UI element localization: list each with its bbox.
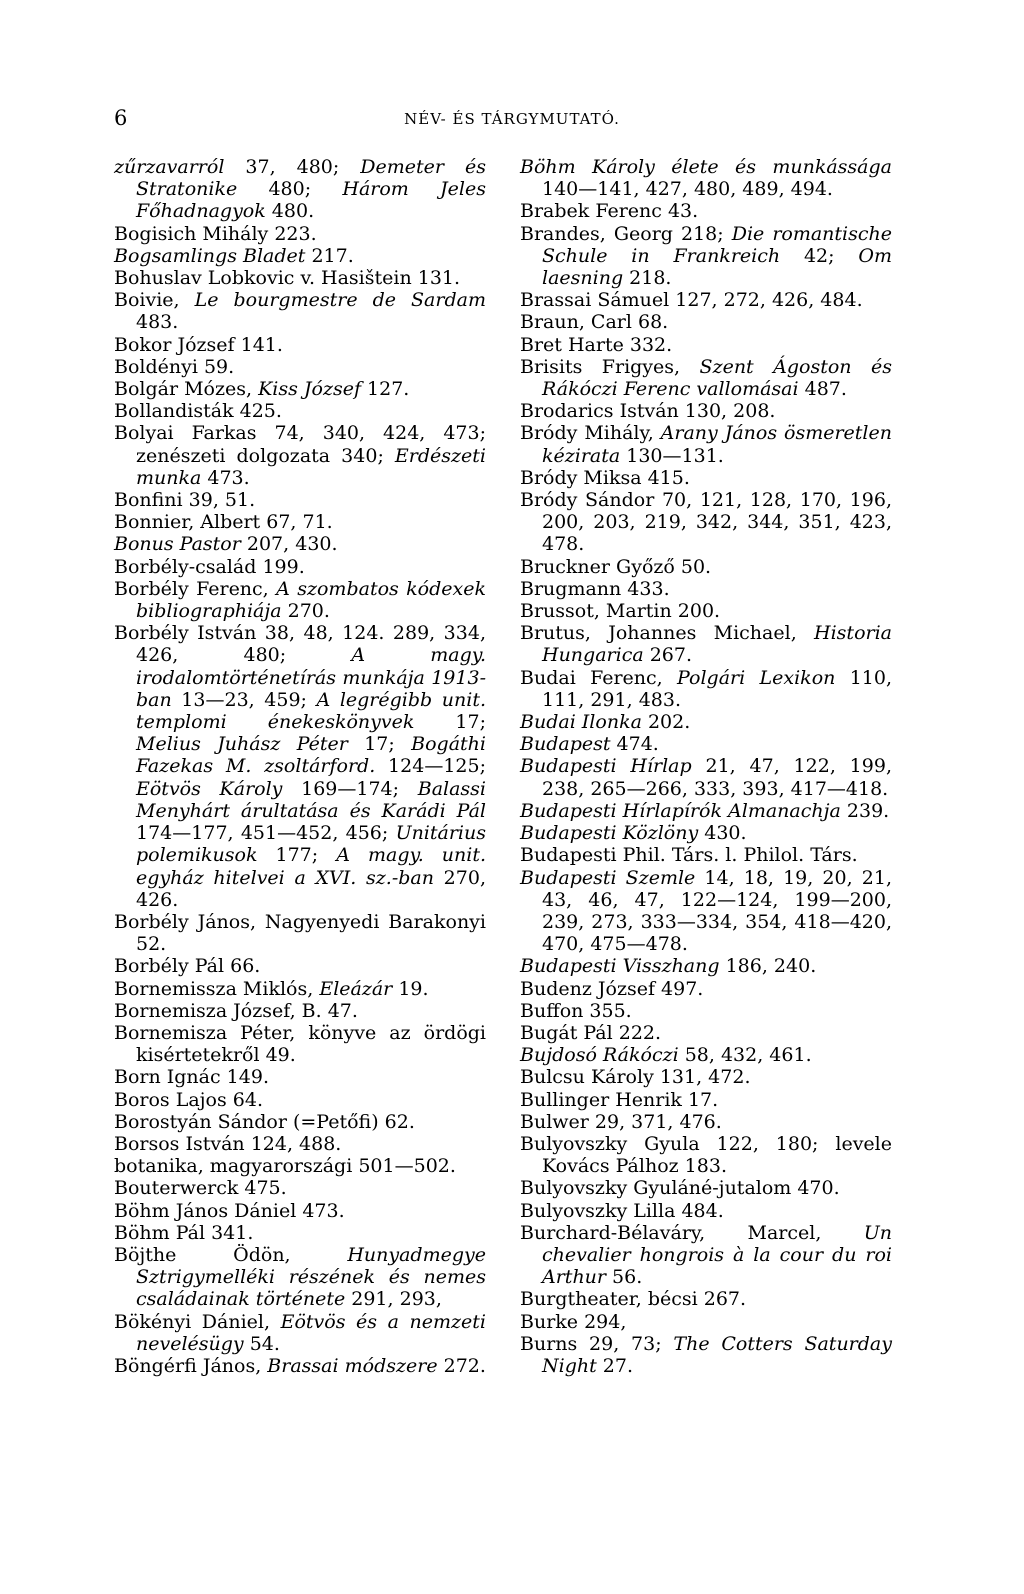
index-entry [520,1022,892,1044]
index-entry [520,1044,892,1066]
entry-title-italic: Bogsamlings Bladet [114,244,306,267]
entry-text: Bökényi Dániel, [114,1310,281,1333]
entry-title-italic: Bujdosó Rákóczi [520,1044,679,1067]
index-entry [520,822,892,844]
entry-text: Brassai Sámuel 127, 272, 426, 484. [520,289,863,312]
entry-title-italic: Erdészeti munka [136,444,486,489]
index-entry [520,622,892,666]
entry-text: Budenz József 497. [520,977,704,1000]
entry-title-italic: Három Jeles Főhadnagyok [136,178,486,223]
entry-title-italic: A legrégibb unit. templomi énekeskönyvek [136,688,486,734]
entry-text: 27. [596,1354,634,1377]
index-entry [520,1177,892,1199]
entry-text: 291, 293, [345,1288,442,1311]
entry-title-italic: Bonus Pastor [114,533,241,556]
index-entry [520,667,892,711]
entry-title-italic: Budai Ilonka [520,711,642,734]
entry-text: 480. [265,200,315,223]
entry-text: Bonfini 39, 51. [114,489,256,512]
entry-text: Burns 29, 73; [520,1332,674,1355]
entry-text: 217. [305,244,354,267]
entry-text: Budapesti Phil. Társ. l. Philol. Társ. [520,844,858,867]
entry-text: Böhm Pál 341. [114,1221,254,1244]
entry-title-italic: Budapesti Szemle [520,866,696,889]
index-entry [520,1066,892,1088]
entry-text: Bródy Miksa 415. [520,466,690,489]
entry-text: Bohuslav Lobkovic v. Hasištein 131. [114,267,461,290]
entry-title-italic: Melius Juhász Péter [136,733,348,756]
index-entry [520,1200,892,1222]
index-entry [520,711,892,733]
entry-text: 130—131. [620,444,724,467]
index-entry [520,311,892,333]
entry-text: Borsos István 124, 488. [114,1132,342,1155]
entry-text: Brugmann 433. [520,577,670,600]
entry-title-italic: Un chevalier hongrois à la cour du roi Arthur [542,1221,892,1289]
index-entry [520,422,892,466]
entry-title-italic: Eötvös és a nemzeti nevelésügy [136,1310,486,1355]
entry-text: 177; [257,844,337,867]
entry-text: Brutus, Johannes Michael, [520,622,815,645]
entry-text: 19. [392,977,429,1000]
index-entry [520,356,892,400]
entry-text: Bret Harte 332. [520,333,673,356]
index-entry [520,223,892,290]
index-entry [114,978,486,1000]
entry-title-italic: zűrzavarról [114,156,225,178]
entry-text: Bugát Pál 222. [520,1021,662,1044]
entry-title-italic: Hunyadmegye Sztrigymelléki részének és nemes családainak története [136,1243,486,1311]
entry-text: 487. [798,378,847,401]
index-entry [114,334,486,356]
index-entry [520,1111,892,1133]
index-entry [520,578,892,600]
index-entry [114,1155,486,1177]
entry-title-italic: Demeter és Stratonike [136,156,486,201]
index-entry [520,289,892,311]
index-entry [114,156,486,223]
index-entry [114,422,486,489]
index-entry [520,844,892,866]
index-entry [114,223,486,245]
entry-text: 473. [201,466,250,489]
index-entry [520,867,892,956]
index-entry [520,978,892,1000]
entry-text: Bulwer 29, 371, 476. [520,1110,722,1133]
entry-title-italic: Polgári Lexikon [677,666,836,689]
entry-text: 169—174; [282,777,418,800]
index-entry [520,1133,892,1177]
index-entry [114,1311,486,1355]
entry-text: Burchard-Bélaváry, Marcel, [520,1221,864,1244]
entry-text: 58, 432, 461. [678,1044,812,1067]
entry-text: Borbély István 38, 48, 124. 289, 334, 426, 480; [114,622,486,667]
index-entry [520,1311,892,1333]
entry-title-italic: Le bourgmestre de Sardam [194,289,486,312]
entry-text: Bogisich Mihály 223. [114,222,317,245]
entry-text: Brussot, Martin 200. [520,600,721,623]
entry-text: Bouterwerck 475. [114,1177,287,1200]
index-entry [114,356,486,378]
entry-title-italic: Unitárius polemikusok [136,822,486,867]
entry-text: Bornemissza Miklós, [114,977,320,1000]
entry-text: Borbély-család 199. [114,555,305,578]
entry-text: Buffon 355. [520,999,632,1022]
index-entry [114,1066,486,1088]
index-entry [520,156,892,200]
entry-title-italic: A magy. unit. egyház hitelvei a XVI. sz.-ban [136,844,486,889]
entry-text: Böhm János Dániel 473. [114,1199,345,1222]
entry-text: 21, 47, 122, 199, 238, 265—266, 333, 393, 417—418. [542,755,892,800]
entry-text: Brabek Ferenc 43. [520,200,699,223]
index-entry [114,489,486,511]
entry-text: 430. [698,822,747,845]
entry-text: Bruckner Győző 50. [520,555,712,578]
index-entry [114,245,486,267]
entry-text: 483. [136,311,179,334]
entry-text: 480; [237,178,343,201]
index-entry [114,1177,486,1199]
index-entry [114,955,486,977]
entry-text: 218. [623,267,672,290]
entry-text: Borostyán Sándor (=Petőfi) 62. [114,1110,415,1133]
entry-text: 124—125; [375,755,486,778]
entry-text: Bródy Mihály, [520,422,661,445]
entry-text: 110, 111, 291, 483. [542,666,892,711]
entry-text: 207, 430. [240,533,338,556]
entry-text: 140—141, 427, 480, 489, 494. [542,178,833,201]
entry-title-italic: Budapesti Hírlap [520,755,692,778]
entry-title-italic: Szent Ágoston és Rákóczi Ferenc vallomásai [542,355,892,401]
entry-text: 127. [360,378,410,401]
entry-text: Brandes, Georg 218; [520,222,732,245]
entry-text: Borbély János, Nagyenyedi Barakonyi 52. [114,910,486,956]
entry-text: Bolgár Mózes, [114,378,259,401]
index-entry [520,755,892,799]
entry-text: 174—177, 451—452, 456; [136,822,396,845]
index-entry [114,911,486,955]
index-entry [114,1244,486,1311]
index-entry [520,955,892,977]
entry-title-italic: Historia Hungarica [542,622,892,667]
index-entry [114,378,486,400]
entry-text: Böngérfi János, [114,1354,268,1377]
entry-title-italic: Budapest [520,733,611,756]
index-entry [520,1222,892,1289]
entry-text: 270, 426. [136,866,486,911]
entry-title-italic: Böhm Károly élete és munkássága [520,156,892,178]
entry-text: Bornemisza Péter, könyve az ördögi kisértetekről 49. [114,1021,486,1067]
index-entry [520,1089,892,1111]
index-entry [114,1355,486,1377]
entry-text: Brodarics István 130, 208. [520,400,776,423]
entry-text: Borbély Pál 66. [114,955,261,978]
index-entry [520,1000,892,1022]
index-column-right [520,156,892,1377]
entry-title-italic: Eleázár [319,977,393,1000]
entry-text: Bokor József 141. [114,333,283,356]
index-entry [114,622,486,911]
entry-text: 272. [437,1354,486,1377]
entry-text: Boros Lajos 64. [114,1088,263,1111]
index-entry [114,1133,486,1155]
index-entry [114,400,486,422]
index-entry [114,511,486,533]
entry-text: Burgtheater, bécsi 267. [520,1288,747,1311]
entry-title-italic: Budapesti Visszhang [520,955,720,978]
entry-title-italic: Brassai módszere [267,1354,438,1377]
entry-title-italic: A szombatos kódexek bibliographiája [136,577,486,623]
running-title: NÉV- ÉS TÁRGYMUTATÓ. [404,110,620,128]
entry-text: Budai Ferenc, [520,666,678,689]
entry-text: Born Ignác 149. [114,1066,269,1089]
index-entry [520,1288,892,1310]
entry-text: Brisits Frigyes, [520,355,700,378]
index-entry [520,733,892,755]
entry-text: 54. [243,1332,280,1355]
index-entry [114,1111,486,1133]
index-entry [114,533,486,555]
entry-title-italic: Budapesti Közlöny [520,822,699,845]
index-entry [520,1333,892,1377]
entry-title-italic: Balassi Menyhárt árultatása és Karádi Pál [136,777,487,822]
index-entry [520,400,892,422]
index-entry [520,489,892,556]
entry-title-italic: Budapesti Hírlapírók Almanachja [520,799,841,822]
index-entry [520,556,892,578]
entry-text: Bornemisza József, B. 47. [114,999,358,1022]
index-entry [114,1022,486,1066]
entry-text: 13—23, 459; [171,688,317,711]
entry-text: Burke 294, [520,1310,627,1333]
index-entry [520,800,892,822]
index-entry [520,467,892,489]
entry-text: 270. [281,600,330,623]
entry-title-italic: Bogáthi Fazekas M. zsoltárford. [136,733,486,778]
entry-text: 186, 240. [719,955,817,978]
index-column-left [114,156,486,1377]
page-number: 6 [114,106,128,130]
entry-text: botanika, magyarországi 501—502. [114,1155,456,1178]
entry-text: 42; [780,244,859,267]
entry-text: 14, 18, 19, 20, 21, 43, 46, 47, 122—124, 199—200, 239, 273, 333—334, 354, 418—420, 470, 475—478. [542,866,892,956]
entry-title-italic: Kiss József [258,378,361,401]
entry-text: Bulyovszky Lilla 484. [520,1199,724,1222]
entry-text: 267. [643,644,693,667]
index-entry [114,1200,486,1222]
entry-title-italic: Om laesning [542,244,892,290]
entry-text: Boldényi 59. [114,355,235,378]
index-entry [520,334,892,356]
index-entry [114,578,486,622]
entry-text: Borbély Ferenc, [114,577,277,600]
entry-title-italic: Die romantische Schule in Frankreich [542,222,893,267]
index-entry [114,1089,486,1111]
entry-text: Bulyovszky Gyuláné-jutalom 470. [520,1177,840,1200]
entry-text: Boivie, [114,289,195,312]
entry-text: Böjthe Ödön, [114,1243,348,1266]
entry-title-italic: Arany János ösmeretlen kézirata [542,422,892,467]
entry-text: 474. [610,733,659,756]
index-entry [114,1222,486,1244]
entry-title-italic: The Cotters Saturday Night [542,1332,892,1377]
entry-text: Bollandisták 425. [114,400,282,423]
entry-text: 202. [641,711,691,734]
entry-text: 17; [347,733,412,756]
index-entry [114,289,486,333]
entry-text: 56. [606,1266,643,1289]
index-entry [114,267,486,289]
index-entry [114,1000,486,1022]
entry-text: 17; [414,711,487,734]
entry-text: 239. [840,799,890,822]
entry-text: 37, 480; [224,156,361,178]
entry-text: Bródy Sándor 70, 121, 128, 170, 196, 200, 203, 219, 342, 344, 351, 423, 478. [520,489,892,556]
entry-text: Bolyai Farkas 74, 340, 424, 473; zenészeti dolgozata 340; [114,422,486,467]
entry-text: Bonnier, Albert 67, 71. [114,511,333,534]
entry-title-italic: A magy. irodalomtörténetírás munkája 1913-ban [136,644,486,711]
entry-text: Bullinger Henrik 17. [520,1088,719,1111]
index-entry [114,556,486,578]
entry-text: Braun, Carl 68. [520,311,669,334]
entry-text: Bulcsu Károly 131, 472. [520,1066,751,1089]
index-entry [520,200,892,222]
entry-title-italic: Eötvös Károly [136,777,283,800]
entry-text: Bulyovszky Gyula 122, 180; levele Kovács Pálhoz 183. [520,1132,892,1178]
index-entry [520,600,892,622]
